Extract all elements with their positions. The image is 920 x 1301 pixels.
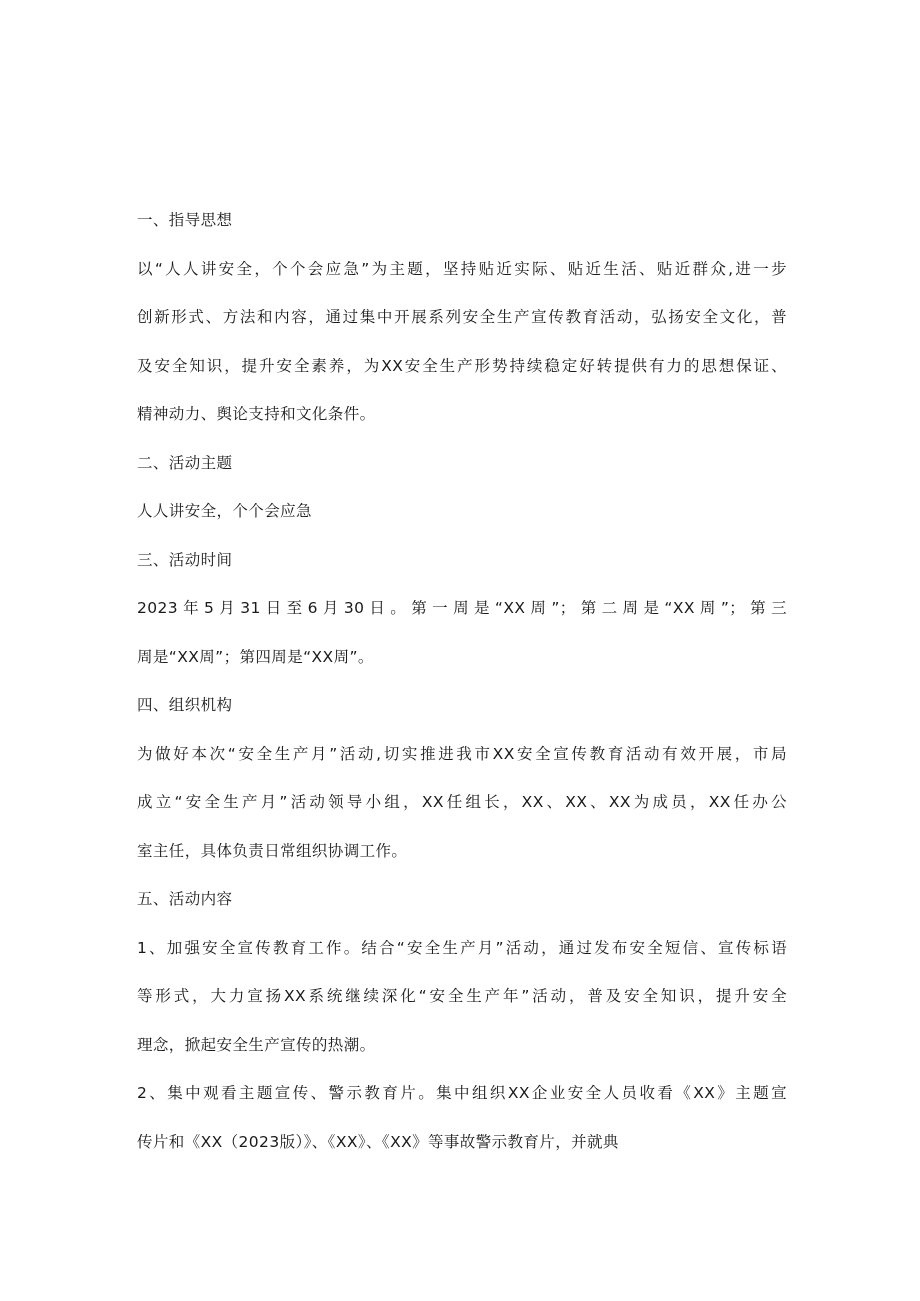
- section-heading-activity-content: 五、活动内容: [137, 890, 233, 908]
- paragraph-activity-content-1: [137, 924, 787, 1070]
- text-line: 1、加强安全宣传教育工作。结合“安全生产月”活动，通过发布安全短信、宣传标语: [137, 938, 787, 957]
- text-line: 人人讲安全，个个会应急: [137, 502, 312, 520]
- text-line: 周是“XX周”；第四周是“XX周”。: [137, 647, 374, 666]
- text-line: 为做好本次“安全生产月”活动,切实推进我市XX安全宣传教育活动有效开展，市局: [137, 744, 787, 763]
- text-line: 精神动力、舆论支持和文化条件。: [137, 405, 376, 423]
- section-heading-activity-time: 三、活动时间: [137, 550, 233, 569]
- paragraph-organization: [137, 730, 787, 876]
- section-heading-guiding-ideology: 一、指导思想: [137, 211, 233, 229]
- text-line: 2、集中观看主题宣传、警示教育片。集中组织XX企业安全人员收看《XX》主题宣: [137, 1084, 787, 1102]
- text-line: 创新形式、方法和内容，通过集中开展系列安全生产宣传教育活动，弘扬安全文化，普: [137, 308, 787, 326]
- text-line: 以“人人讲安全，个个会应急”为主题，坚持贴近实际、贴近生活、贴近群众,进一步: [137, 259, 787, 278]
- section-heading-activity-theme: 二、活动主题: [137, 453, 233, 472]
- paragraph-guiding-ideology: [137, 245, 787, 439]
- document-body: [137, 196, 787, 1166]
- paragraph-activity-time: [137, 584, 787, 681]
- text-line: 理念，掀起安全生产宣传的热潮。: [137, 1035, 376, 1054]
- text-line: 成立“安全生产月”活动领导小组，XX任组长，XX、XX、XX为成员，XX任办公: [137, 793, 787, 811]
- paragraph-activity-theme: [137, 487, 787, 536]
- text-line: 室主任，具体负责日常组织协调工作。: [137, 841, 408, 860]
- paragraph-activity-content-2: [137, 1069, 787, 1166]
- text-line: 等形式，大力宣扬XX系统继续深化“安全生产年”活动，普及安全知识，提升安全: [137, 987, 787, 1005]
- text-line: 2023年5月31日至6月30日。第一周是“XX周”；第二周是“XX周”；第三: [137, 599, 787, 617]
- text-line: 及安全知识，提升安全素养，为XX安全生产形势持续稳定好转提供有力的思想保证、: [137, 356, 787, 375]
- section-heading-organization: 四、组织机构: [137, 696, 233, 714]
- text-line: 传片和《XX（2023版）》、《XX》、《XX》等事故警示教育片，并就典: [137, 1132, 619, 1151]
